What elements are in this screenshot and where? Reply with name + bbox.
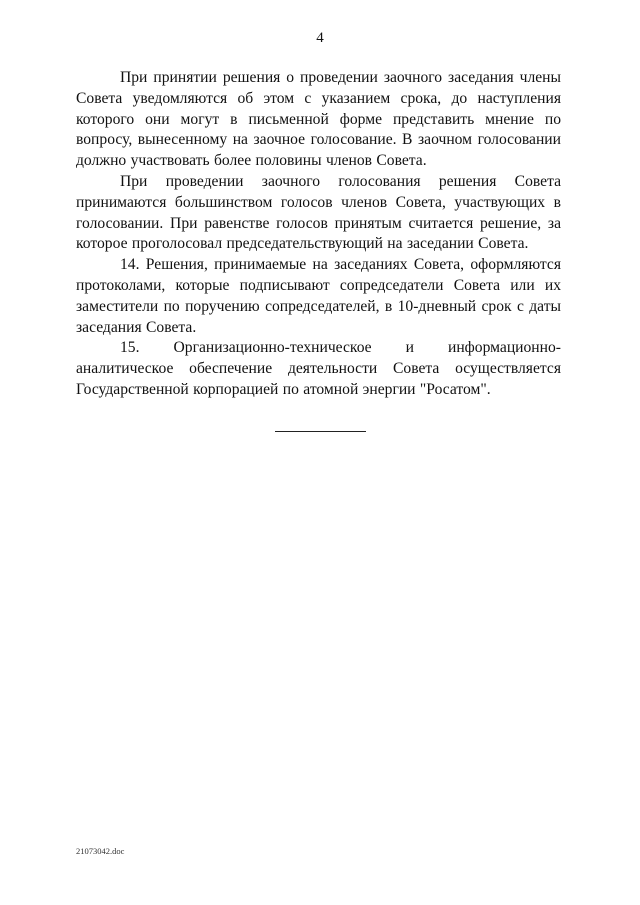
paragraph-absentee-voting-decisions: При проведении заочного голосования решения Совета принимаются большинством голосов членов Совета, участвующих в голосовании. При равенстве голосов принятым считается решение, за которое проголосовал председательствующий на заседании Совета. [76,172,561,253]
paragraph-item-15-support: 15. Организационно-техническое и информационно-аналитическое обеспечение деятельности Совета осуществляется Государственной корпорацией по атомной энергии "Росатом". [76,339,561,398]
page-number: 4 [316,30,324,46]
end-of-text-separator [275,431,366,432]
paragraph-item-14-protocols: 14. Решения, принимаемые на заседаниях Совета, оформляются протоколами, которые подписывают сопредседатели Совета или их заместители по поручению сопредседателей, в 10-дневный срок с даты заседания Совета. [76,256,561,336]
footer-filename: 21073042.doc [76,846,125,856]
paragraph-absentee-meeting-notice: При принятии решения о проведении заочного заседания члены Совета уведомляются об этом с указанием срока, до наступления которого они могут в письменной форме представить мнение по вопросу, вынесенному на заочное голосование. В заочном голосовании должно участвовать более половины членов Совета. [76,69,561,170]
document-body [76,68,561,401]
